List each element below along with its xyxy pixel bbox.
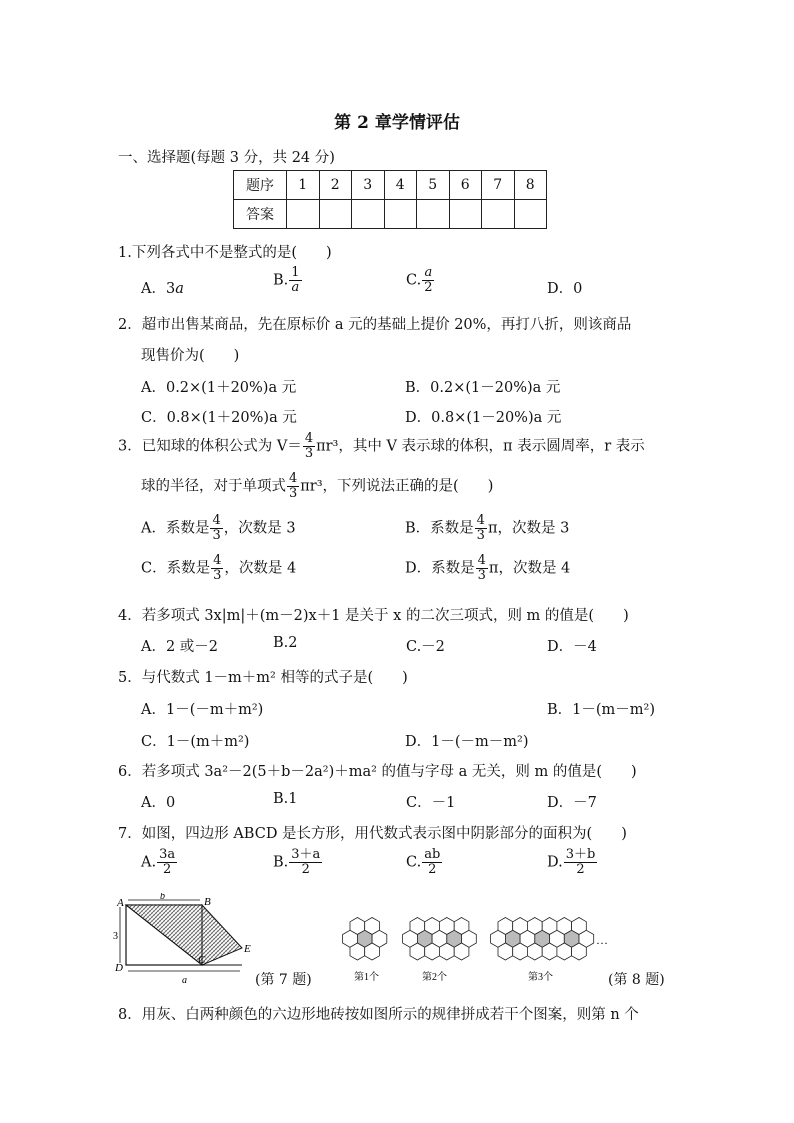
table-number-cell: 4 [384, 171, 417, 200]
q7-option-d: D. $\frac{3+b}{2}$ [547, 847, 596, 877]
q5-option-c: C．1－(m＋m²) [141, 734, 250, 750]
table-header-cell: 题序 [234, 171, 287, 200]
figure-8-caption: (第 8 题) [608, 972, 665, 988]
answer-cell[interactable] [384, 200, 417, 229]
pattern-3-label: 第3个 [528, 972, 553, 983]
answer-cell[interactable] [482, 200, 515, 229]
question-3-line2: 球的半径，对于单项式 $\frac{4}{3}$ πr³，下列说法正确的是( ) [141, 471, 494, 501]
answer-cell[interactable] [449, 200, 482, 229]
q5-option-a: A．1－(－m＋m²) [141, 702, 264, 718]
pattern-1-label: 第1个 [354, 972, 379, 983]
section-heading: 一、选择题(每题 3 分，共 24 分) [118, 150, 335, 166]
table-number-cell: 1 [287, 171, 320, 200]
q1-option-b: B. $\frac{1}{a}$ [273, 265, 300, 295]
figure-7-caption: (第 7 题) [255, 972, 312, 988]
q4-option-c: C.－2 [406, 639, 445, 655]
q2-option-d: D．0.8×(1－20%)a 元 [405, 410, 562, 426]
question-2-line1: 2．超市出售某商品，先在原标价 a 元的基础上提价 20%，再打八折，则该商品 [118, 317, 632, 333]
question-4-stem: 4．若多项式 3x|m|＋(m－2)x＋1 是关于 x 的二次三项式，则 m 的值是( ) [118, 608, 629, 624]
question-6-stem: 6．若多项式 3a²－2(5＋b－2a²)＋ma² 的值与字母 a 无关，则 m 的值是( ) [118, 764, 637, 780]
shaded-triangle-2 [202, 905, 242, 965]
q2-option-c: C．0.8×(1＋20%)a 元 [141, 410, 297, 426]
question-3-line1: 3．已知球的体积公式为 V＝ $\frac{4}{3}$ πr³，其中 V 表示球的体积，π 表示圆周率，r 表示 [118, 431, 645, 461]
q6-option-c: C．－1 [406, 795, 456, 811]
label-b: B [204, 896, 211, 908]
answer-cell[interactable] [287, 200, 320, 229]
question-7-stem: 7．如图，四边形 ABCD 是长方形，用代数式表示图中阴影部分的面积为( ) [118, 826, 627, 842]
table-number-cell: 5 [417, 171, 450, 200]
label-a: A [117, 897, 124, 909]
question-2-line2: 现售价为( ) [141, 348, 240, 364]
table-number-cell: 8 [514, 171, 547, 200]
q1-option-a: A．3a [141, 281, 184, 297]
pattern-2-label: 第2个 [422, 972, 447, 983]
q1-option-d: D．0 [547, 281, 583, 297]
label-side-a: a [182, 975, 187, 986]
q6-option-d: D．－7 [547, 795, 597, 811]
question-1-stem: 1.下列各式中不是整式的是( ) [118, 245, 332, 261]
figure-8-diagram [338, 912, 618, 984]
q3-option-b: B．系数是 $\frac{4}{3}$ π，次数是 3 [405, 513, 570, 543]
q4-option-b: B.2 [273, 635, 298, 651]
label-side-3: 3 [113, 931, 118, 942]
q6-option-a: A．0 [141, 795, 176, 811]
white-hex-tile [439, 943, 454, 960]
q3-option-a: A．系数是 $\frac{4}{3}$ ，次数是 3 [141, 513, 296, 543]
q2-option-a: A．0.2×(1＋20%)a 元 [141, 380, 297, 396]
question-5-stem: 5．与代数式 1－m＋m² 相等的式子是( ) [118, 670, 408, 686]
answer-cell[interactable] [417, 200, 450, 229]
q1-option-c: C. $\frac{a}{2}$ [406, 265, 433, 295]
q6-option-b: B.1 [273, 791, 298, 807]
table-number-cell: 3 [352, 171, 385, 200]
table-number-cell: 6 [449, 171, 482, 200]
q4-option-a: A．2 或－2 [141, 639, 219, 655]
q7-option-c: C. $\frac{ab}{2}$ [406, 847, 441, 877]
ellipsis: … [596, 933, 608, 947]
answer-cell[interactable] [319, 200, 352, 229]
label-d: D [115, 962, 123, 974]
table-number-cell: 2 [319, 171, 352, 200]
answer-cell[interactable] [514, 200, 547, 229]
label-side-b: b [160, 893, 165, 902]
q3-option-c: C．系数是 $\frac{4}{3}$ ，次数是 4 [141, 553, 297, 583]
q4-option-d: D．－4 [547, 639, 597, 655]
label-e: E [244, 943, 251, 955]
q3-option-d: D．系数是 $\frac{4}{3}$ π，次数是 4 [405, 553, 571, 583]
q7-option-b: B. $\frac{3+a}{2}$ [273, 847, 321, 877]
q5-option-d: D．1－(－m－m²) [405, 734, 529, 750]
table-number-cell: 7 [482, 171, 515, 200]
answer-cell[interactable] [352, 200, 385, 229]
q2-option-b: B．0.2×(1－20%)a 元 [405, 380, 561, 396]
question-8-stem: 8．用灰、白两种颜色的六边形地砖按如图所示的规律拼成若干个图案，则第 n 个 [118, 1007, 639, 1023]
q5-option-b: B．1－(m－m²) [547, 702, 656, 718]
answer-table [233, 170, 547, 229]
table-header-cell: 答案 [234, 200, 287, 229]
white-hex-tile [527, 943, 542, 960]
page-title: 第 2 章学情评估 [334, 113, 460, 133]
label-c: C [198, 954, 206, 966]
q7-option-a: A. $\frac{3a}{2}$ [141, 847, 176, 877]
